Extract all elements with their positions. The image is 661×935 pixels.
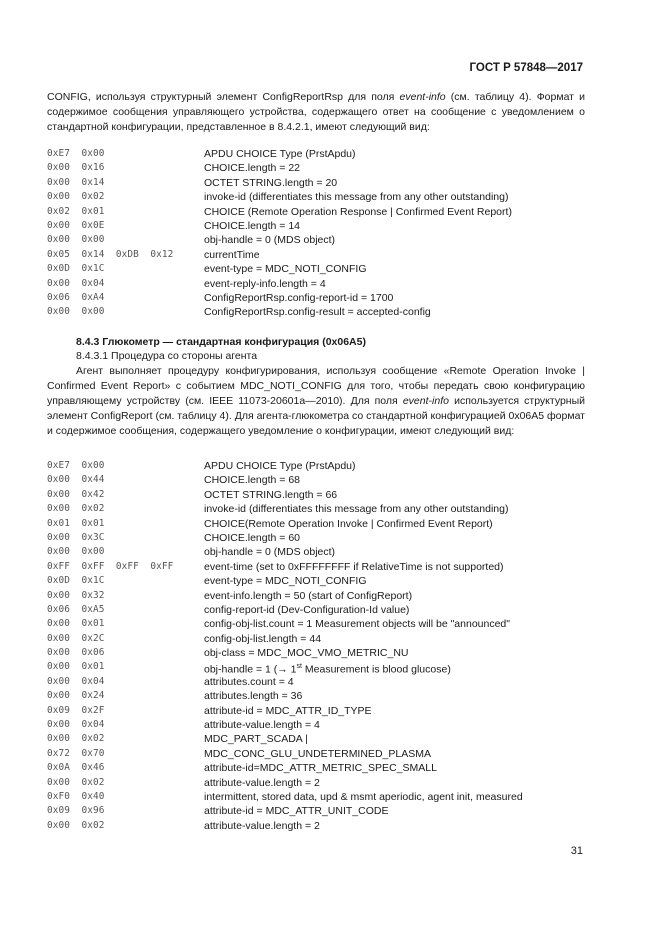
table-row — [47, 161, 607, 175]
table-row — [47, 277, 607, 291]
field-description — [204, 190, 508, 204]
field-description — [204, 632, 321, 646]
hex-bytes: 0x00 0x24 — [47, 690, 105, 702]
description-text: ConfigReportRsp.config-report-id = 1700 — [204, 291, 394, 304]
table-row — [47, 531, 607, 545]
hex-bytes: 0x02 0x01 — [47, 205, 105, 217]
field-description — [204, 589, 412, 603]
description-text: CHOICE.length = 60 — [204, 531, 301, 544]
table-row — [47, 473, 607, 487]
description-text: config-report-id (Dev-Configuration-Id value) — [204, 603, 410, 616]
table-row — [47, 502, 607, 516]
hex-bytes: 0xFF 0xFF 0xFF 0xFF — [47, 560, 174, 572]
field-description — [204, 560, 504, 574]
table-row — [47, 291, 607, 305]
table-row — [47, 488, 607, 502]
table-row — [47, 545, 607, 559]
field-description — [204, 459, 356, 473]
table-row — [47, 732, 607, 746]
field-description — [204, 219, 300, 233]
description-text: APDU CHOICE Type (PrstApdu) — [204, 460, 356, 472]
description-text: event-time (set to 0xFFFFFFFF if RelativeTime is not supported) — [204, 560, 504, 573]
field-description — [204, 473, 300, 487]
hex-bytes: 0x09 0x2F — [47, 704, 105, 716]
hex-bytes: 0x0D 0x1C — [47, 263, 105, 275]
table-row — [47, 205, 607, 219]
table-row — [47, 718, 607, 732]
hex-bytes: 0x00 0x32 — [47, 589, 105, 601]
section-title: 8.4.3 Глюкометр — стандартная конфигурация (0x06A5) — [76, 336, 366, 348]
description-text: CHOICE.length = 22 — [204, 162, 301, 175]
field-description — [204, 646, 409, 660]
hex-bytes: 0x00 0x06 — [47, 647, 105, 659]
table-row — [47, 305, 607, 319]
field-description — [204, 675, 294, 689]
table-row — [47, 819, 607, 833]
section-text: Агент выполняет процедуру конфигурирования, используя сообщение «Remote Operation Invoke | Confirmed Event Report» с событием MDC_NOTI_CONFIG для того, чтобы передать свою конфигурацию управляющему устройству (см. IEEE 11073-20601a—2010). Для поля — [47, 365, 585, 407]
hex-bytes: 0x00 0x01 — [47, 661, 105, 673]
description-text: event-type = MDC_NOTI_CONFIG — [204, 575, 367, 588]
description-text: attribute-id = MDC_ATTR_UNIT_CODE — [204, 805, 389, 818]
table-row — [47, 517, 607, 531]
table-row — [47, 660, 607, 674]
description-text: attribute-id = MDC_ATTR_ID_TYPE — [204, 704, 372, 717]
field-description — [204, 147, 356, 161]
hex-bytes: 0x00 0x00 — [47, 546, 105, 558]
table-row — [47, 589, 607, 603]
hex-bytes: 0x00 0x16 — [47, 162, 105, 174]
description-text: CHOICE (Remote Operation Response | Confirmed Event Report) — [204, 205, 512, 218]
description-text: CHOICE.length = 68 — [204, 474, 301, 487]
hex-bytes: 0x00 0x04 — [47, 719, 105, 731]
hex-bytes: 0x00 0x01 — [47, 618, 105, 630]
description-text: CHOICE.length = 14 — [204, 219, 301, 232]
description-text: OCTET STRING.length = 20 — [204, 176, 338, 189]
table-row — [47, 776, 607, 790]
field-description — [204, 790, 523, 804]
hex-bytes: 0x00 0x00 — [47, 306, 105, 318]
field-description — [204, 291, 393, 305]
description-text: MDC_PART_SCADA | — [204, 733, 308, 746]
page-number: 31 — [570, 845, 583, 857]
field-description — [204, 819, 320, 833]
intro-paragraph — [47, 90, 585, 135]
table-row — [47, 790, 607, 804]
table-row — [47, 176, 607, 190]
field-description — [204, 718, 320, 732]
field-description — [204, 233, 335, 247]
ordinal-suffix: st — [296, 663, 302, 671]
hex-bytes: 0x00 0x44 — [47, 474, 105, 486]
description-text: attribute-value.length = 2 — [204, 776, 320, 789]
field-description — [204, 689, 302, 703]
table-row — [47, 704, 607, 718]
subsection-title: 8.4.3.1 Процедура со стороны агента — [76, 350, 258, 362]
field-description — [204, 262, 367, 276]
description-text: attributes.length = 36 — [204, 690, 303, 703]
field-description — [204, 531, 300, 545]
description-text: currentTime — [204, 248, 260, 261]
intro-text: CONFIG, используя структурный элемент ConfigReportRsp для поля — [47, 91, 400, 103]
table-row — [47, 675, 607, 689]
description-text: config-obj-list.length = 44 — [204, 632, 322, 645]
field-description — [204, 732, 308, 746]
hex-bytes: 0x72 0x70 — [47, 747, 105, 759]
field-description — [204, 248, 260, 262]
description-text: ConfigReportRsp.config-result = accepted-config — [204, 306, 431, 319]
description-text: attribute-value.length = 4 — [204, 719, 320, 732]
hex-bytes: 0x00 0x3C — [47, 531, 105, 543]
description-text: event-info.length = 50 (start of ConfigReport) — [204, 589, 413, 602]
description-text: intermittent, stored data, upd & msmt aperiodic, agent init, measured — [204, 790, 523, 803]
table-row — [47, 147, 607, 161]
description-text: obj-class = MDC_MOC_VMO_METRIC_NU — [204, 647, 409, 660]
intro-italic: event-info — [399, 91, 446, 103]
table-row — [47, 632, 607, 646]
hex-bytes: 0x00 0x02 — [47, 776, 105, 788]
hex-bytes: 0x00 0x14 — [47, 176, 105, 188]
description-text: event-type = MDC_NOTI_CONFIG — [204, 263, 367, 276]
field-description — [204, 161, 300, 175]
hex-bytes: 0xF0 0x40 — [47, 790, 105, 802]
field-description — [204, 747, 431, 761]
document-header: ГОСТ Р 57848—2017 — [469, 62, 583, 74]
table-row — [47, 248, 607, 262]
field-description — [204, 761, 437, 775]
field-description — [204, 545, 335, 559]
hex-bytes: 0x00 0x02 — [47, 819, 105, 831]
field-description — [204, 804, 388, 818]
field-description — [204, 517, 493, 531]
table-row — [47, 646, 607, 660]
hex-bytes: 0x09 0x96 — [47, 805, 105, 817]
description-text: attribute-value.length = 2 — [204, 819, 320, 832]
hex-bytes: 0x06 0xA4 — [47, 291, 105, 303]
message-table-config — [47, 459, 607, 833]
table-row — [47, 747, 607, 761]
description-text: invoke-id (differentiates this message from any other outstanding) — [204, 191, 509, 204]
field-description — [204, 704, 372, 718]
description-text: event-reply-info.length = 4 — [204, 277, 326, 290]
section-text-continued: используется структурный элемент ConfigReport (см. таблицу 4). Для агента-глюкометра со стандартной конфигурацией 0x06A5 формат и содержимое сообщения, содержащего уведомление о конфигурации, имеют следующий вид: — [47, 395, 586, 437]
description-text: invoke-id (differentiates this message from any other outstanding) — [204, 503, 509, 516]
table-row — [47, 233, 607, 247]
field-description — [204, 502, 508, 516]
description-text: MDC_CONC_GLU_UNDETERMINED_PLASMA — [204, 747, 431, 760]
field-description — [204, 205, 512, 219]
table-row — [47, 617, 607, 631]
field-description — [204, 305, 431, 319]
hex-bytes: 0x00 0x04 — [47, 675, 105, 687]
table-row — [47, 459, 607, 473]
field-description — [204, 603, 409, 617]
hex-bytes: 0x00 0x00 — [47, 234, 105, 246]
section-italic: event-info — [402, 395, 449, 407]
hex-bytes: 0x0D 0x1C — [47, 575, 105, 587]
table-row — [47, 219, 607, 233]
hex-bytes: 0x0A 0x46 — [47, 762, 105, 774]
description-text: attributes.count = 4 — [204, 675, 294, 688]
message-table-response — [47, 147, 607, 320]
hex-bytes: 0xE7 0x00 — [47, 148, 105, 159]
field-description — [204, 488, 337, 502]
hex-bytes: 0x00 0x04 — [47, 277, 105, 289]
description-text: APDU CHOICE Type (PrstApdu) — [204, 148, 356, 160]
table-row — [47, 190, 607, 204]
hex-bytes: 0x00 0x02 — [47, 733, 105, 745]
description-text: CHOICE(Remote Operation Invoke | Confirmed Event Report) — [204, 517, 493, 530]
description-text: obj-handle = 0 (MDS object) — [204, 234, 336, 247]
hex-bytes: 0x00 0x02 — [47, 191, 105, 203]
description-text-after: Measurement is blood glucose) — [301, 663, 451, 676]
table-row — [47, 574, 607, 588]
table-row — [47, 804, 607, 818]
hex-bytes: 0xE7 0x00 — [47, 460, 105, 471]
table-row — [47, 603, 607, 617]
table-row — [47, 761, 607, 775]
table-row — [47, 262, 607, 276]
description-text: OCTET STRING.length = 66 — [204, 488, 338, 501]
description-text: attribute-id=MDC_ATTR_METRIC_SPEC_SMALL — [204, 762, 437, 775]
hex-bytes: 0x00 0x42 — [47, 488, 105, 500]
field-description — [204, 176, 337, 190]
table-row — [47, 560, 607, 574]
hex-bytes: 0x01 0x01 — [47, 517, 105, 529]
field-description — [204, 617, 510, 631]
table-row — [47, 689, 607, 703]
description-text: obj-handle = 0 (MDS object) — [204, 546, 336, 559]
hex-bytes: 0x05 0x14 0xDB 0x12 — [47, 248, 174, 260]
field-description — [204, 776, 320, 790]
intro-text-continued: (см. таблицу 4). Формат и содержимое сообщения управляющего устройства, содержащего ответ на сообщение с уведомлением о стандартной конфигурации, представленное в 8.4.2.1, имеют следующий вид: — [47, 91, 586, 133]
description-text: obj-handle = 1 (→ 1 — [204, 663, 297, 676]
description-text: config-obj-list.count = 1 Measurement objects will be "announced" — [204, 618, 510, 631]
hex-bytes: 0x00 0x0E — [47, 219, 105, 231]
hex-bytes: 0x06 0xA5 — [47, 603, 105, 615]
field-description — [204, 574, 367, 588]
hex-bytes: 0x00 0x2C — [47, 632, 105, 644]
field-description — [204, 277, 326, 291]
section-paragraph — [47, 364, 585, 439]
hex-bytes: 0x00 0x02 — [47, 503, 105, 515]
